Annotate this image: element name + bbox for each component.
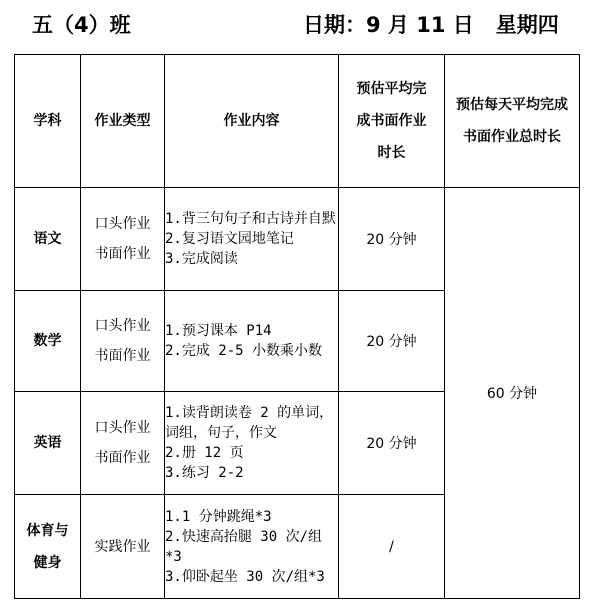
header-subject: 学科 [15, 55, 81, 188]
content-item: 2.复习语文园地笔记 [165, 231, 294, 247]
est-time-cell: 20 分钟 [339, 291, 445, 392]
class-name: 五（4）班 [32, 13, 131, 37]
header-est-time [339, 55, 445, 188]
type-label: 书面作业 [94, 246, 151, 262]
header-type: 作业类型 [81, 55, 165, 188]
type-cell [81, 495, 165, 599]
header-est-time-line: 成书面作业 [356, 113, 427, 129]
content-item: 3.练习 2-2 [165, 465, 244, 481]
weekday: 星期四 [495, 13, 559, 37]
header-total-time-line: 预估每天平均完成 [456, 97, 568, 113]
total-time-cell: 60 分钟 [445, 188, 580, 599]
type-label: 书面作业 [94, 348, 151, 364]
subject-label: 体育与 [26, 522, 69, 539]
subject-cell [15, 495, 81, 599]
content-item: 2.册 12 页 [165, 445, 244, 461]
page-header [0, 0, 595, 52]
content-cell [165, 291, 339, 392]
type-label: 书面作业 [94, 450, 151, 466]
est-time-cell: 20 分钟 [339, 392, 445, 495]
est-time-cell: 20 分钟 [339, 188, 445, 291]
header-total-time-line: 书面作业总时长 [463, 129, 561, 145]
subject-label: 数学 [33, 333, 62, 349]
header-content: 作业内容 [165, 55, 339, 188]
type-label: 口头作业 [94, 420, 151, 436]
type-label: 实践作业 [94, 538, 151, 555]
content-item: 1.预习课本 P14 [165, 323, 272, 339]
content-item: 2.完成 2-5 小数乘小数 [165, 343, 323, 359]
header-est-time-line: 时长 [377, 145, 406, 161]
subject-label: 英语 [33, 435, 62, 451]
header-total-time [445, 55, 580, 188]
content-item: 1.背三句句子和古诗并自默 [165, 211, 336, 227]
subject-cell [15, 392, 81, 495]
type-cell [81, 291, 165, 392]
est-time-cell: / [339, 495, 445, 599]
content-cell [165, 495, 339, 599]
table-row [15, 188, 580, 291]
content-cell [165, 392, 339, 495]
homework-table [14, 54, 580, 599]
date: 日期：9 月 11 日 [303, 13, 474, 37]
subject-label: 语文 [33, 231, 62, 247]
content-item: 3.完成阅读 [165, 251, 238, 267]
subject-cell [15, 188, 81, 291]
subject-cell [15, 291, 81, 392]
date-line [303, 9, 559, 39]
content-item: 1.读背朗读卷 2 的单词，词组，句子，作文 [165, 405, 334, 441]
header-est-time-line: 预估平均完 [356, 81, 427, 97]
subject-label: 健身 [33, 554, 62, 571]
type-label: 口头作业 [94, 216, 151, 232]
type-label: 口头作业 [94, 318, 151, 334]
type-cell [81, 188, 165, 291]
content-cell [165, 188, 339, 291]
content-item: 1.1 分钟跳绳*3 [165, 508, 272, 525]
content-item: 3.仰卧起坐 30 次/组*3 [165, 568, 325, 585]
type-cell [81, 392, 165, 495]
content-item: 2.快速高抬腿 30 次/组*3 [165, 528, 323, 565]
header-row [15, 55, 580, 188]
